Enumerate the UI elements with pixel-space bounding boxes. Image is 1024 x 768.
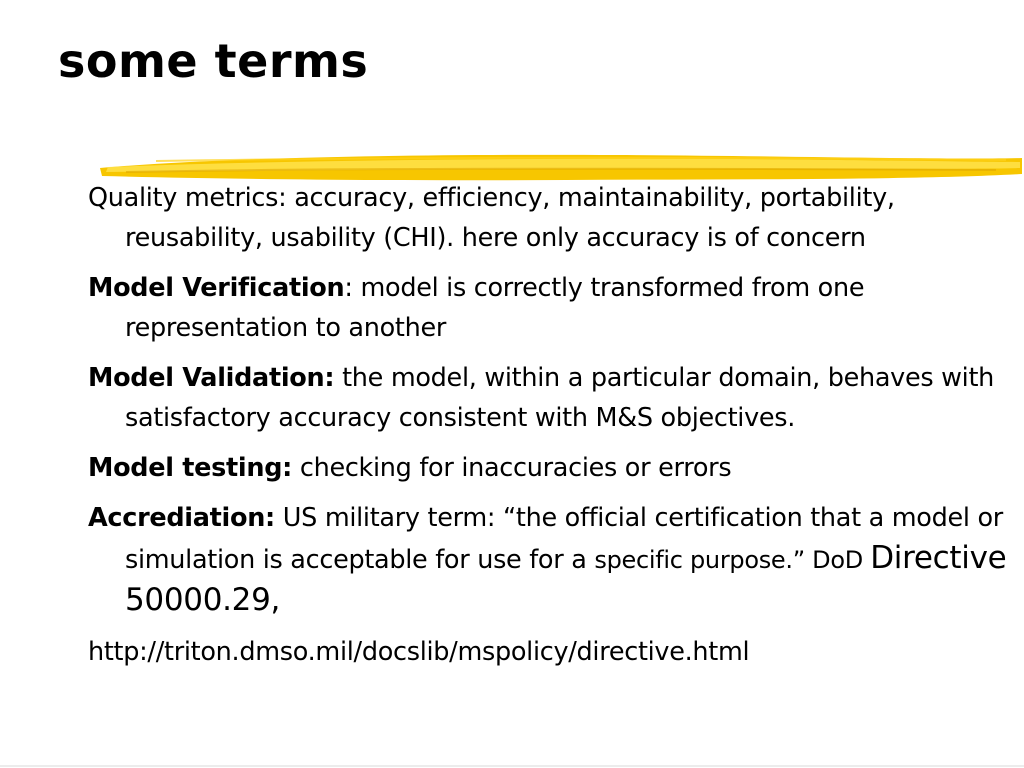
item-text: checking for inaccuracies or errors [292, 453, 732, 483]
divider [0, 765, 1024, 767]
item-term: Model Verification [88, 273, 345, 303]
list-item [88, 178, 1008, 258]
item-term: Model Validation: [88, 363, 335, 393]
list-item [88, 448, 1008, 488]
list-item [88, 498, 1008, 622]
list-item [88, 268, 1008, 348]
item-text: the model, within a particular domain, behaves with satisfactory accuracy consistent with M&S objectives. [125, 363, 995, 433]
slide-body [88, 178, 1008, 672]
list-item [88, 358, 1008, 438]
item-term: Model testing: [88, 453, 293, 483]
slide-title: some terms [58, 34, 369, 88]
item-term: Accrediation: [88, 503, 275, 533]
url-text: http://triton.dmso.mil/docslib/mspolicy/directive.html [88, 637, 750, 667]
item-text: US military term: “the official certification that a model or simulation is acceptable for use for a [125, 503, 1003, 575]
item-text: Quality metrics: accuracy, efficiency, maintainability, portability, reusability, usability (CHI). here only accuracy is of concern [88, 183, 895, 253]
item-text-small: specific purpose.” DoD [594, 546, 871, 574]
item-text-big: Directive 50000.29, [125, 540, 1007, 618]
item-text: : model is correctly transformed from one representation to another [125, 273, 865, 343]
